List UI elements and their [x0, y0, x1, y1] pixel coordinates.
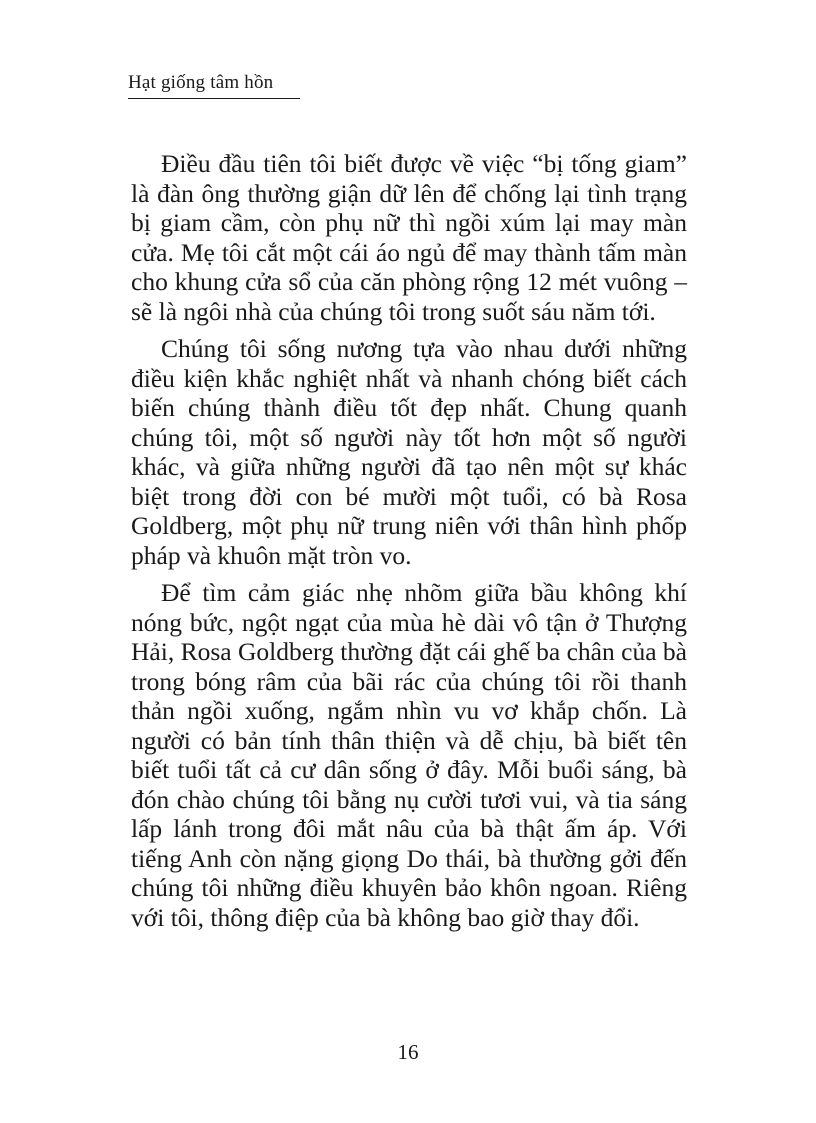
paragraph-3: Để tìm cảm giác nhẹ nhõm giữa bầu không khí nóng bức, ngột ngạt của mùa hè dài vô tận ở Thượng Hải, Rosa Goldberg thường đặt cái ghế ba chân của bà trong bóng râm của bãi rác của chúng tôi rồi thanh thản ngồi xuống, ngắm nhìn vu vơ khắp chốn. Là người có bản tính thân thiện và dễ chịu, bà biết tên biết tuổi tất cả cư dân sống ở đây. Mỗi buổi sáng, bà đón chào chúng tôi bằng nụ cười tươi vui, và tia sáng lấp lánh trong đôi mắt nâu của bà thật ấm áp. Với tiếng Anh còn nặng giọng Do thái, bà thường gởi đến chúng tôi những điều khuyên bảo khôn ngoan. Riêng với tôi, thông điệp của bà không bao giờ thay đổi.: [131, 578, 687, 932]
paragraph-1: Điều đầu tiên tôi biết được về việc “bị tống giam” là đàn ông thường giận dữ lên để chống lại tình trạng bị giam cầm, còn phụ nữ thì ngồi xúm lại may màn cửa. Mẹ tôi cắt một cái áo ngủ để may thành tấm màn cho khung cửa sổ của căn phòng rộng 12 mét vuông – sẽ là ngôi nhà của chúng tôi trong suốt sáu năm tới.: [131, 149, 687, 326]
paragraph-2: Chúng tôi sống nương tựa vào nhau dưới những điều kiện khắc nghiệt nhất và nhanh chóng biết cách biến chúng thành điều tốt đẹp nhất. Chung quanh chúng tôi, một số người này tốt hơn một số người khác, và giữa những người đã tạo nên một sự khác biệt trong đời con bé mười một tuổi, có bà Rosa Goldberg, một phụ nữ trung niên với thân hình phốp pháp và khuôn mặt tròn vo.: [131, 334, 687, 570]
running-header-title: Hạt giống tâm hồn: [128, 72, 274, 93]
body-text: [131, 149, 687, 940]
header-underline: [128, 98, 300, 99]
page-number: 16: [397, 1040, 419, 1064]
